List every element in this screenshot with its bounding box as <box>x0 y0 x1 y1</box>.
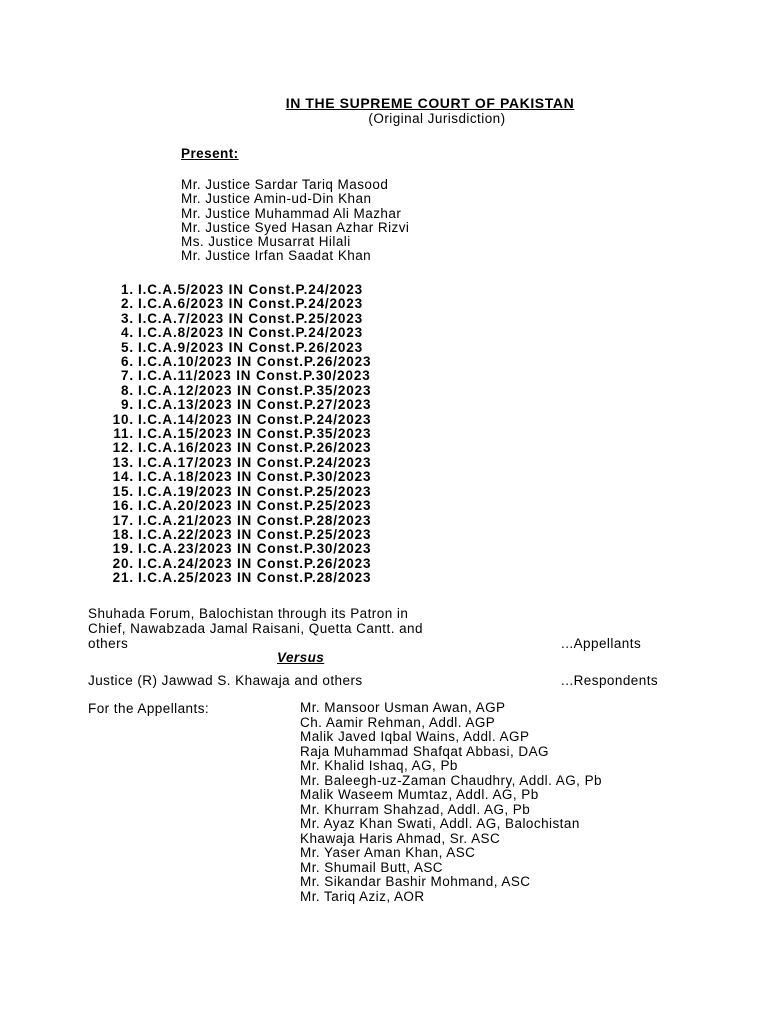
case-number: 16. <box>112 498 134 514</box>
case-number: 11. <box>113 426 134 442</box>
case-title: I.C.A.17/2023 IN Const.P.24/2023 <box>138 454 372 470</box>
case-number: 7. <box>121 368 134 384</box>
case-title: I.C.A.15/2023 IN Const.P.35/2023 <box>138 426 372 442</box>
case-row <box>94 441 371 455</box>
case-title: I.C.A.12/2023 IN Const.P.35/2023 <box>138 382 372 398</box>
case-number: 14. <box>112 469 134 485</box>
case-row <box>94 456 371 470</box>
counsel-name: Mr. Khurram Shahzad, Addl. AG, Pb <box>300 801 531 817</box>
case-number: 12. <box>112 440 134 456</box>
case-row <box>94 542 371 556</box>
case-number: 18. <box>112 526 134 542</box>
case-title: I.C.A.24/2023 IN Const.P.26/2023 <box>138 555 372 571</box>
appellants-tag: ...Appellants <box>561 636 642 651</box>
judge-name: Ms. Justice Musarrat Hilali <box>181 234 351 250</box>
case-row <box>94 528 371 542</box>
case-title: I.C.A.11/2023 IN Const.P.30/2023 <box>138 368 371 384</box>
case-number: 1. <box>121 282 134 297</box>
respondents-party: Justice (R) Jawwad S. Khawaja and others <box>88 673 363 688</box>
counsel-name: Mr. Sikandar Bashir Mohmand, ASC <box>300 874 531 889</box>
case-row <box>94 427 371 441</box>
case-title: I.C.A.5/2023 IN Const.P.24/2023 <box>138 282 363 297</box>
case-number: 17. <box>112 512 134 528</box>
case-title: I.C.A.22/2023 IN Const.P.25/2023 <box>138 526 372 542</box>
case-row <box>94 341 371 355</box>
case-row <box>94 312 371 326</box>
jurisdiction-subtitle: (Original Jurisdiction) <box>368 111 506 126</box>
appellants-party <box>88 606 423 651</box>
case-row <box>94 326 371 340</box>
case-row <box>94 485 371 499</box>
case-title: I.C.A.6/2023 IN Const.P.24/2023 <box>138 296 363 312</box>
appellants-line: Shuhada Forum, Balochistan through its Patron in <box>88 606 409 621</box>
judge-name: Mr. Justice Irfan Saadat Khan <box>181 248 372 264</box>
case-number: 2. <box>121 296 134 312</box>
case-number: 13. <box>112 454 134 470</box>
case-number: 20. <box>112 555 134 571</box>
counsel-name: Mr. Tariq Aziz, AOR <box>300 888 425 904</box>
case-number: 5. <box>121 339 134 355</box>
counsel-name: Raja Muhammad Shafqat Abbasi, DAG <box>300 743 549 759</box>
case-row <box>94 384 371 398</box>
case-number: 21. <box>112 570 134 586</box>
counsel-list <box>300 701 602 904</box>
judge-name: Mr. Justice Amin-ud-Din Khan <box>181 191 372 207</box>
case-title: I.C.A.10/2023 IN Const.P.26/2023 <box>138 354 372 370</box>
case-number: 8. <box>121 382 134 398</box>
counsel-name: Mr. Ayaz Khan Swati, Addl. AG, Balochistan <box>300 816 580 831</box>
case-number: 3. <box>121 310 134 326</box>
versus-label: Versus <box>277 650 325 665</box>
case-number: 10. <box>112 411 134 427</box>
for-appellants-label: For the Appellants: <box>88 701 210 716</box>
counsel-name: Mr. Baleegh-uz-Zaman Chaudhry, Addl. AG, Pb <box>300 772 602 788</box>
case-title: I.C.A.13/2023 IN Const.P.27/2023 <box>138 397 372 413</box>
counsel-name: Mr. Mansoor Usman Awan, AGP <box>300 700 506 715</box>
counsel-name: Mr. Yaser Aman Khan, ASC <box>300 845 476 860</box>
case-row <box>94 499 371 513</box>
case-row <box>94 369 371 383</box>
judge-name: Mr. Justice Syed Hasan Azhar Rizvi <box>181 219 410 235</box>
case-title: I.C.A.19/2023 IN Const.P.25/2023 <box>138 483 372 499</box>
judges-list <box>181 178 409 264</box>
case-row <box>94 297 371 311</box>
case-title: I.C.A.14/2023 IN Const.P.24/2023 <box>138 411 372 427</box>
case-title: I.C.A.21/2023 IN Const.P.28/2023 <box>138 512 372 528</box>
counsel-name: Mr. Shumail Butt, ASC <box>300 859 443 875</box>
case-title: I.C.A.7/2023 IN Const.P.25/2023 <box>138 310 363 326</box>
case-number: 15. <box>112 483 134 499</box>
case-list <box>94 283 371 586</box>
counsel-name: Malik Javed Iqbal Wains, Addl. AGP <box>300 729 530 744</box>
case-row <box>94 571 371 585</box>
case-row <box>94 557 371 571</box>
case-row <box>94 413 371 427</box>
case-number: 19. <box>112 541 134 557</box>
case-title: I.C.A.9/2023 IN Const.P.26/2023 <box>138 339 363 355</box>
case-row <box>94 283 371 297</box>
case-number: 6. <box>121 354 134 370</box>
case-row <box>94 470 371 484</box>
case-title: I.C.A.16/2023 IN Const.P.26/2023 <box>138 440 372 456</box>
counsel-name: Mr. Khalid Ishaq, AG, Pb <box>300 758 458 773</box>
case-row <box>94 398 371 412</box>
present-label: Present: <box>181 146 239 161</box>
respondents-tag: ...Respondents <box>561 673 659 688</box>
judge-name: Mr. Justice Muhammad Ali Mazhar <box>181 205 402 221</box>
counsel-name: Khawaja Haris Ahmad, Sr. ASC <box>300 830 501 846</box>
case-title: I.C.A.25/2023 IN Const.P.28/2023 <box>138 570 372 586</box>
case-title: I.C.A.18/2023 IN Const.P.30/2023 <box>138 469 372 485</box>
case-row <box>94 514 371 528</box>
judge-name: Mr. Justice Sardar Tariq Masood <box>181 177 389 192</box>
counsel-name: Ch. Aamir Rehman, Addl. AGP <box>300 714 496 730</box>
appellants-line: Chief, Nawabzada Jamal Raisani, Quetta Cantt. and <box>88 621 423 636</box>
case-title: I.C.A.20/2023 IN Const.P.25/2023 <box>138 498 372 514</box>
case-title: I.C.A.23/2023 IN Const.P.30/2023 <box>138 541 372 557</box>
court-title: IN THE SUPREME COURT OF PAKISTAN <box>285 95 575 111</box>
case-title: I.C.A.8/2023 IN Const.P.24/2023 <box>138 325 363 341</box>
case-number: 4. <box>121 325 134 341</box>
case-row <box>94 355 371 369</box>
case-number: 9. <box>121 397 134 413</box>
appellants-line: others <box>88 636 129 651</box>
counsel-name: Malik Waseem Mumtaz, Addl. AG, Pb <box>300 787 539 802</box>
